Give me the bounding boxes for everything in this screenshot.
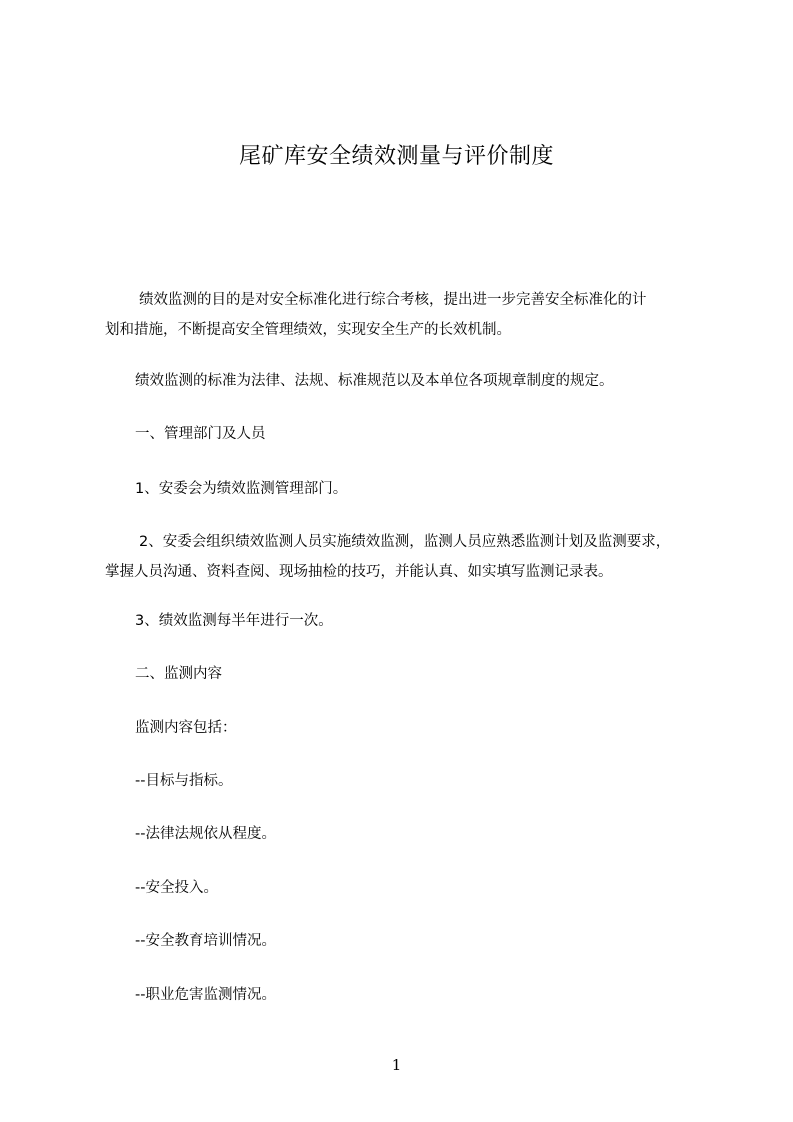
paragraph-line: 划和措施，不断提高安全管理绩效，实现安全生产的长效机制。 bbox=[105, 322, 511, 338]
paragraph-line: 二、监测内容 bbox=[135, 666, 222, 682]
paragraph-line: --安全投入。 bbox=[135, 880, 218, 896]
section-heading-management bbox=[105, 419, 715, 449]
list-item bbox=[105, 766, 715, 796]
list-item bbox=[105, 980, 715, 1010]
paragraph-line: 绩效监测的标准为法律、法规、标准规范以及本单位各项规章制度的规定。 bbox=[135, 373, 614, 389]
section-heading-content bbox=[105, 659, 715, 689]
page-number: 1 bbox=[391, 1056, 402, 1074]
list-item bbox=[105, 819, 715, 849]
paragraph-line: 监测内容包括： bbox=[135, 720, 237, 736]
paragraph-content-intro bbox=[105, 713, 715, 743]
list-item bbox=[105, 926, 715, 956]
paragraph-line: --目标与指标。 bbox=[135, 773, 233, 789]
paragraph-purpose bbox=[105, 285, 715, 345]
paragraph-line: 1、安委会为绩效监测管理部门。 bbox=[135, 481, 348, 497]
paragraph-line: 掌握人员沟通、资料查阅、现场抽检的技巧，并能认真、如实填写监测记录表。 bbox=[105, 564, 613, 580]
list-item bbox=[105, 873, 715, 903]
paragraph-item-3 bbox=[105, 606, 715, 636]
document-title: 尾矿库安全绩效测量与评价制度 bbox=[238, 144, 554, 169]
paragraph-line: 一、管理部门及人员 bbox=[135, 426, 266, 442]
paragraph-line: 绩效监测的目的是对安全标准化进行综合考核，提出进一步完善安全标准化的计 bbox=[139, 292, 647, 308]
paragraph-line: --安全教育培训情况。 bbox=[135, 933, 276, 949]
paragraph-line: 3、绩效监测每半年进行一次。 bbox=[135, 613, 333, 629]
paragraph-line: --职业危害监测情况。 bbox=[135, 987, 276, 1003]
paragraph-standard bbox=[105, 366, 715, 396]
paragraph-line: --法律法规依从程度。 bbox=[135, 826, 276, 842]
paragraph-item-1 bbox=[105, 474, 715, 504]
paragraph-line: 2、安委会组织绩效监测人员实施绩效监测，监测人员应熟悉监测计划及监测要求， bbox=[139, 534, 671, 550]
paragraph-item-2 bbox=[105, 527, 715, 587]
